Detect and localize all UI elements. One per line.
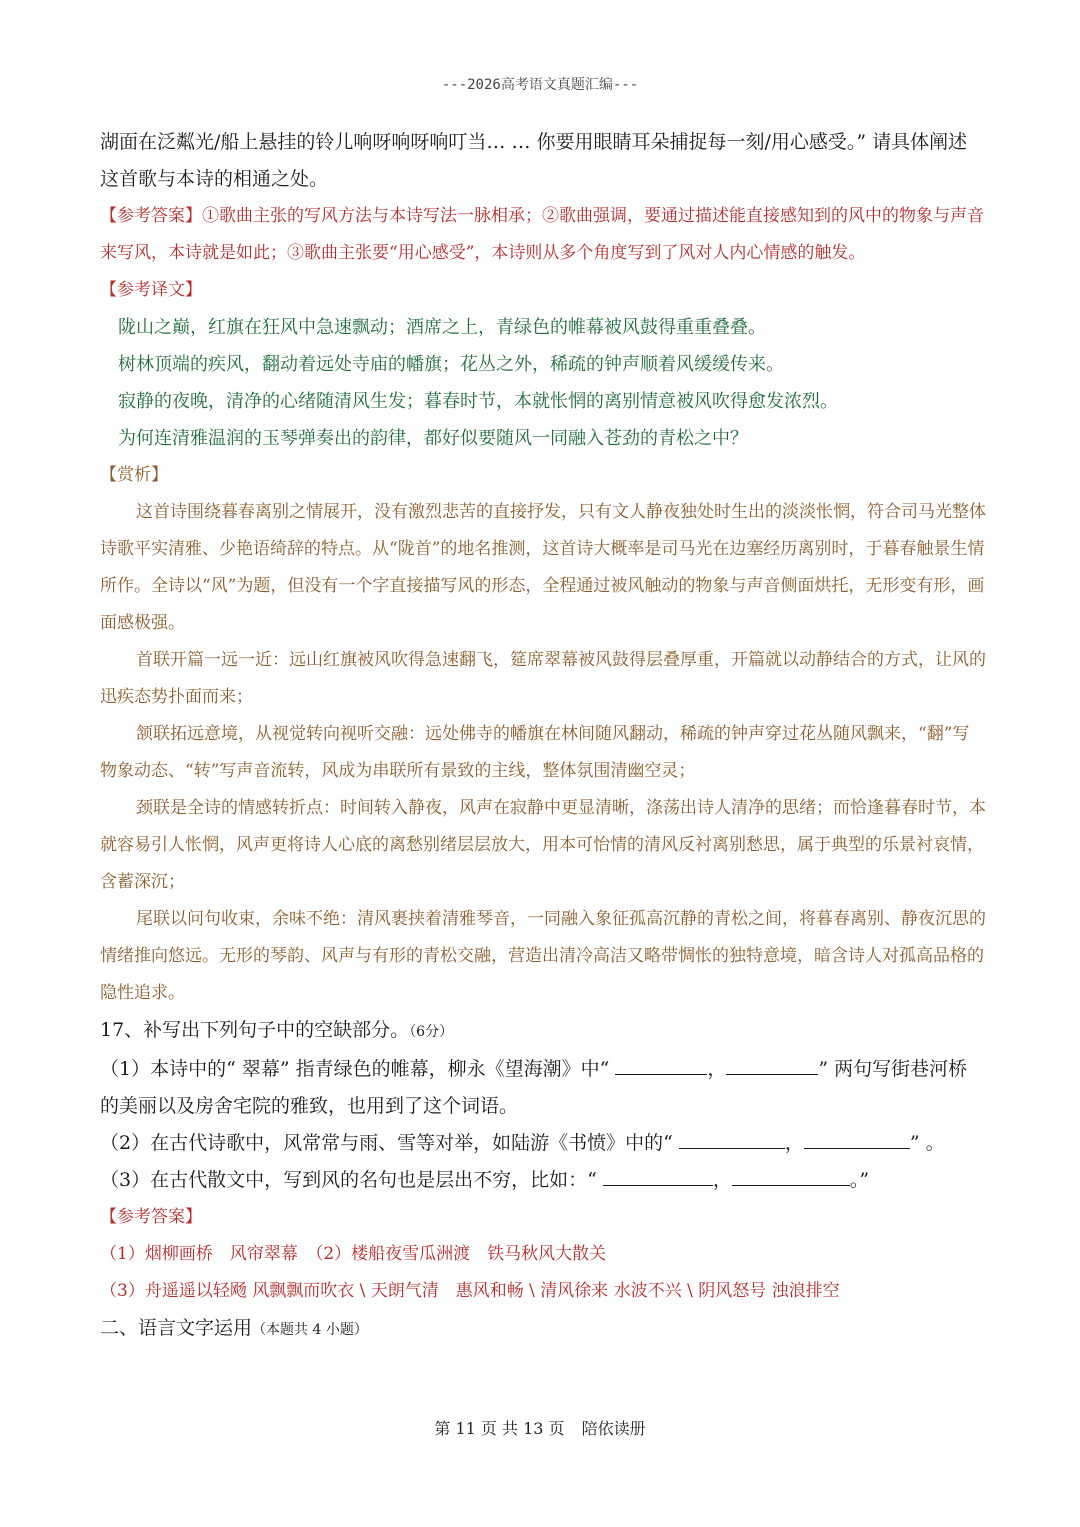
analysis-paragraph: 尾联以问句收束，余味不绝：清风裹挟着清雅琴音，一同融入象征孤高沉静的青松之间，将暮春离别、静夜沉思的情绪推向悠远。无形的琴韵、风声与有形的青松交融，营造出清冷高洁又略带惆怅的独特意境，暗含诗人对孤高品格的隐性追求。 [100, 909, 986, 1003]
question-17-answer-line: （3）舟遥遥以轻飏 风飘飘而吹衣 \ 天朗气清 惠风和畅 \ 清风徐来 水波不兴 \ 阴风怒号 浊浪排空 [100, 1281, 840, 1301]
item-text: （3）在古代散文中，写到风的名句也是层出不穷，比如：“ [100, 1169, 597, 1191]
item-text: （1）本诗中的“ 翠幕” 指青绿色的帷幕，柳永《望海潮》中“ [100, 1058, 610, 1080]
page-content [100, 124, 986, 1349]
question-16-answer [100, 198, 986, 272]
fill-blank[interactable] [603, 1167, 713, 1186]
question-17-answer-tag: 【参考答案】 [100, 1207, 202, 1227]
answer-tag: 【参考答案】 [100, 206, 202, 226]
translation-line: 寂静的夜晚，清净的心绪随清风生发；暮春时节，本就怅惘的离别情意被风吹得愈发浓烈。 [118, 391, 838, 412]
page-number: 第 11 页 共 13 页 [434, 1419, 565, 1438]
section-note: （本题共 4 小题） [252, 1322, 368, 1338]
question-17-text: 17、补写出下列句子中的空缺部分。 [100, 1019, 410, 1041]
translation-line: 为何连清雅温润的玉琴弹奏出的韵律，都好似要随风一同融入苍劲的青松之中？ [118, 428, 748, 449]
item-text: ” 。 [909, 1132, 945, 1154]
question-17-item-2 [100, 1125, 986, 1162]
analysis-paragraph: 这首诗围绕暮春离别之情展开，没有激烈悲苦的直接抒发，只有文人静夜独处时生出的淡淡怅惘，符合司马光整体诗歌平实清雅、少艳语绮辞的特点。从“陇首”的地名推测，这首诗大概率是司马光在边塞经历离别时，于暮春触景生情所作。全诗以“风”为题，但没有一个字直接描写风的形态，全程通过被风触动的物象与声音侧面烘托，无形变有形，画面感极强。 [100, 502, 986, 633]
item-separator: ， [707, 1058, 727, 1080]
item-text: 。” [849, 1169, 870, 1191]
fill-blank[interactable] [615, 1056, 707, 1075]
page-header: ---2026高考语文真题汇编--- [441, 77, 639, 93]
analysis-paragraph: 首联开篇一远一近：远山红旗被风吹得急速翻飞，筵席翠幕被风鼓得层叠厚重，开篇就以动静结合的方式，让风的迅疾态势扑面而来； [100, 650, 986, 707]
question-17-item-1-cont: 的美丽以及房舍宅院的雅致，也用到了这个词语。 [100, 1095, 519, 1117]
item-text: ” 两句写街巷河桥 [818, 1058, 968, 1080]
question-17-item-3 [100, 1162, 986, 1199]
translation-line: 陇山之巅，红旗在狂风中急速飘动；酒席之上，青绿色的帷幕被风鼓得重重叠叠。 [118, 317, 766, 338]
section-title: 二、语言文字运用 [100, 1317, 253, 1339]
analysis-tag: 【赏析】 [100, 465, 168, 485]
footer-brand: 陪依读册 [581, 1419, 646, 1438]
fill-blank[interactable] [804, 1130, 910, 1149]
fill-blank[interactable] [679, 1130, 785, 1149]
analysis-paragraph: 颈联是全诗的情感转折点：时间转入静夜，风声在寂静中更显清晰，涤荡出诗人清净的思绪；而恰逢暮春时节，本就容易引人怅惘，风声更将诗人心底的离愁别绪层层放大，用本可怡情的清风反衬离别愁思，属于典型的乐景衬哀情，含蓄深沉； [100, 798, 986, 892]
answer-text: ①歌曲主张的写风方法与本诗写法一脉相承；②歌曲强调，要通过描述能直接感知到的风中的物象与声音来写风，本诗就是如此；③歌曲主张要“用心感受”，本诗则从多个角度写到了风对人内心情感的触发。 [100, 206, 984, 263]
question-17-title [100, 1012, 986, 1051]
item-separator: ， [784, 1132, 804, 1154]
question-16-tail-line1: 湖面在泛粼光/船上悬挂的铃儿响呀响呀响叮当… … 你要用眼睛耳朵捕捉每一刻/用心感受。” 请具体阐述 [100, 131, 968, 153]
question-17-item-1 [100, 1051, 986, 1088]
fill-blank[interactable] [726, 1056, 818, 1075]
translation-line: 树林顶端的疾风，翻动着远处寺庙的幡旗；花丛之外，稀疏的钟声顺着风缓缓传来。 [118, 354, 784, 375]
item-text: （2）在古代诗歌中，风常常与雨、雪等对举，如陆游《书愤》中的“ [100, 1132, 673, 1154]
item-separator: ， [712, 1169, 732, 1191]
question-17-answer-line: （1）烟柳画桥 风帘翠幕 （2）楼船夜雪瓜洲渡 铁马秋风大散关 [100, 1244, 607, 1264]
translation-tag: 【参考译文】 [100, 280, 202, 300]
analysis-paragraph: 颔联拓远意境，从视觉转向视听交融：远处佛寺的幡旗在林间随风翻动，稀疏的钟声穿过花丛随风飘来，“翻”写物象动态、“转”写声音流转，风成为串联所有景致的主线，整体氛围清幽空灵； [100, 724, 970, 781]
section-2-title [100, 1310, 986, 1349]
page-footer [0, 1416, 1080, 1439]
question-17-score: （6分） [409, 1024, 454, 1040]
question-16-tail-line2: 这首歌与本诗的相通之处。 [100, 168, 329, 190]
fill-blank[interactable] [732, 1167, 850, 1186]
